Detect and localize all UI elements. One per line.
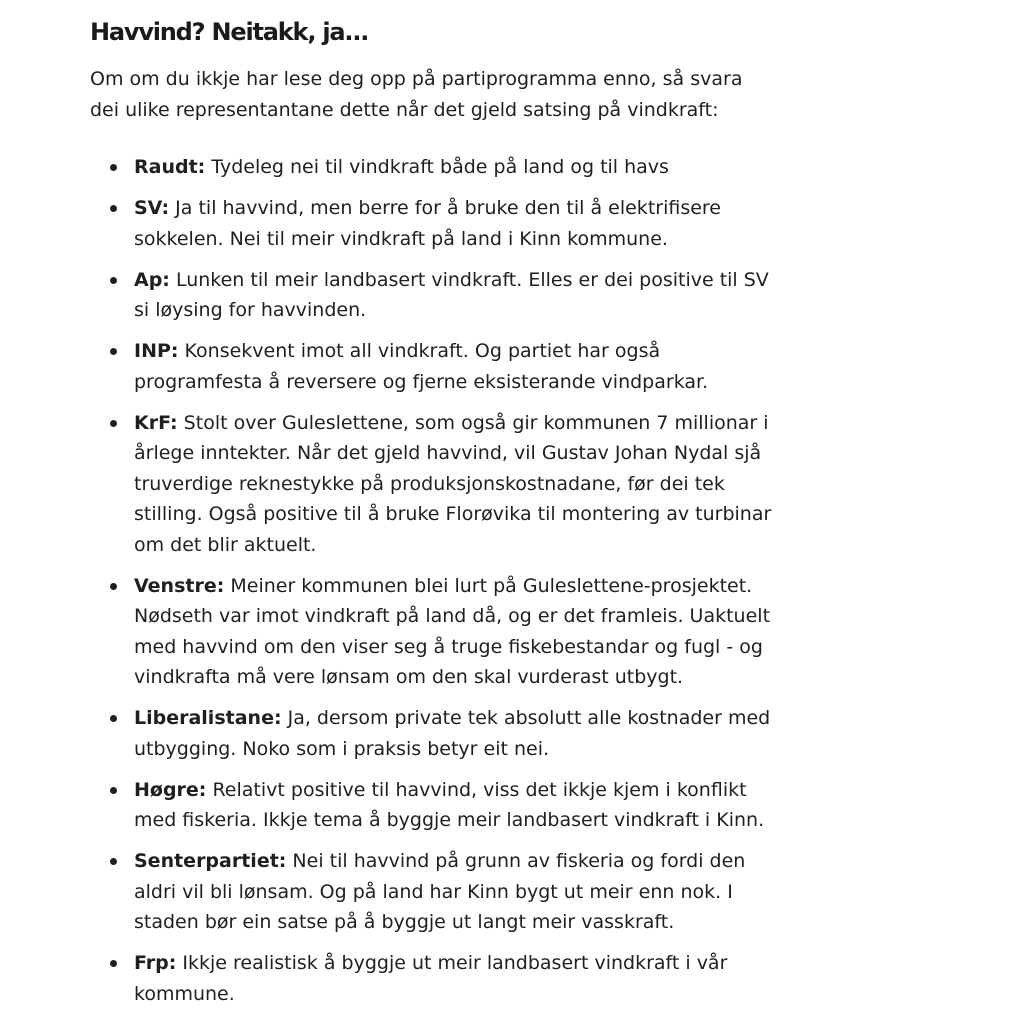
party-position-text: Ja til havvind, men berre for å bruke den til å elektrifisere sokkelen. Nei til meir vindkraft på land i Kinn kommune. [134, 197, 721, 250]
party-position-text: Tydeleg nei til vindkraft både på land og til havs [205, 156, 669, 178]
bullet-icon [110, 205, 117, 212]
bullet-icon [110, 715, 117, 722]
bullet-icon [110, 277, 117, 284]
list-item-senterpartiet [134, 846, 790, 938]
party-label: SV: [134, 197, 170, 219]
bullet-icon [110, 787, 117, 794]
party-positions-list [90, 152, 790, 1009]
list-item-venstre [134, 571, 790, 693]
list-item-frp [134, 948, 790, 1009]
party-label: KrF: [134, 411, 178, 434]
party-position-text: Stolt over Guleslettene, som også gir kommunen 7 millionar i årlege inntekter. Når det gjeld havvind, vil Gustav Johan Nydal sjå truverdige reknestykke på produksjonskostnadane, før dei tek stilling. Også positive til å bruke Florøvika til montering av turbinar om det blir aktuelt. [134, 411, 772, 556]
list-item-sv [134, 193, 790, 254]
list-item-krf [134, 408, 790, 561]
party-label: Høgre: [134, 778, 207, 801]
party-position-text: Meiner kommunen blei lurt på Guleslettene-prosjektet. Nødseth var imot vindkraft på land då, og er det framleis. Uaktuelt med havvind om den viser seg å truge fiskebestandar og fugl - og vindkrafta må vere lønsam om den skal vurderast utbygt. [134, 574, 771, 688]
party-position-text: Ja, dersom private tek absolutt alle kostnader med utbygging. Noko som i praksis betyr eit nei. [134, 707, 771, 760]
party-label: Frp: [134, 952, 177, 974]
intro-paragraph: Om om du ikkje har lese deg opp på partiprogramma enno, så svara dei ulike representantane dette når det gjeld satsing på vindkraft: [90, 68, 743, 121]
list-item-ap [134, 265, 790, 326]
section-heading: Havvind? Neitakk, ja... [90, 18, 369, 46]
party-position-text: Relativt positive til havvind, viss det ikkje kjem i konflikt med fiskeria. Ikkje tema å byggje meir landbasert vindkraft i Kinn. [134, 778, 765, 831]
party-label: Ap: [134, 268, 170, 291]
party-position-text: Konsekvent imot all vindkraft. Og partiet har også programfesta å reversere og fjerne eksisterande vindparkar. [134, 340, 709, 393]
party-label: INP: [134, 340, 179, 362]
bullet-icon [110, 348, 117, 355]
list-item-inp [134, 336, 790, 397]
party-label: Venstre: [134, 574, 225, 597]
party-label: Raudt: [134, 156, 206, 178]
party-label: Senterpartiet: [134, 850, 287, 872]
bullet-icon [110, 164, 117, 171]
party-position-text: Nei til havvind på grunn av fiskeria og fordi den aldri vil bli lønsam. Og på land har Kinn bygt ut meir enn nok. I staden bør ein satse på å byggje ut langt meir vasskraft. [134, 850, 746, 933]
bullet-icon [110, 960, 117, 967]
party-position-text: Lunken til meir landbasert vindkraft. Elles er dei positive til SV si løysing for havvinden. [134, 268, 769, 321]
bullet-icon [110, 420, 117, 427]
list-item-liberalistane [134, 703, 790, 764]
party-position-text: Ikkje realistisk å byggje ut meir landbasert vindkraft i vår kommune. [134, 952, 728, 1005]
bullet-icon [110, 858, 117, 865]
article-body [90, 14, 790, 1020]
bullet-icon [110, 583, 117, 590]
list-item-raudt [134, 152, 790, 183]
party-label: Liberalistane: [134, 707, 282, 729]
list-item-hogre [134, 775, 790, 836]
